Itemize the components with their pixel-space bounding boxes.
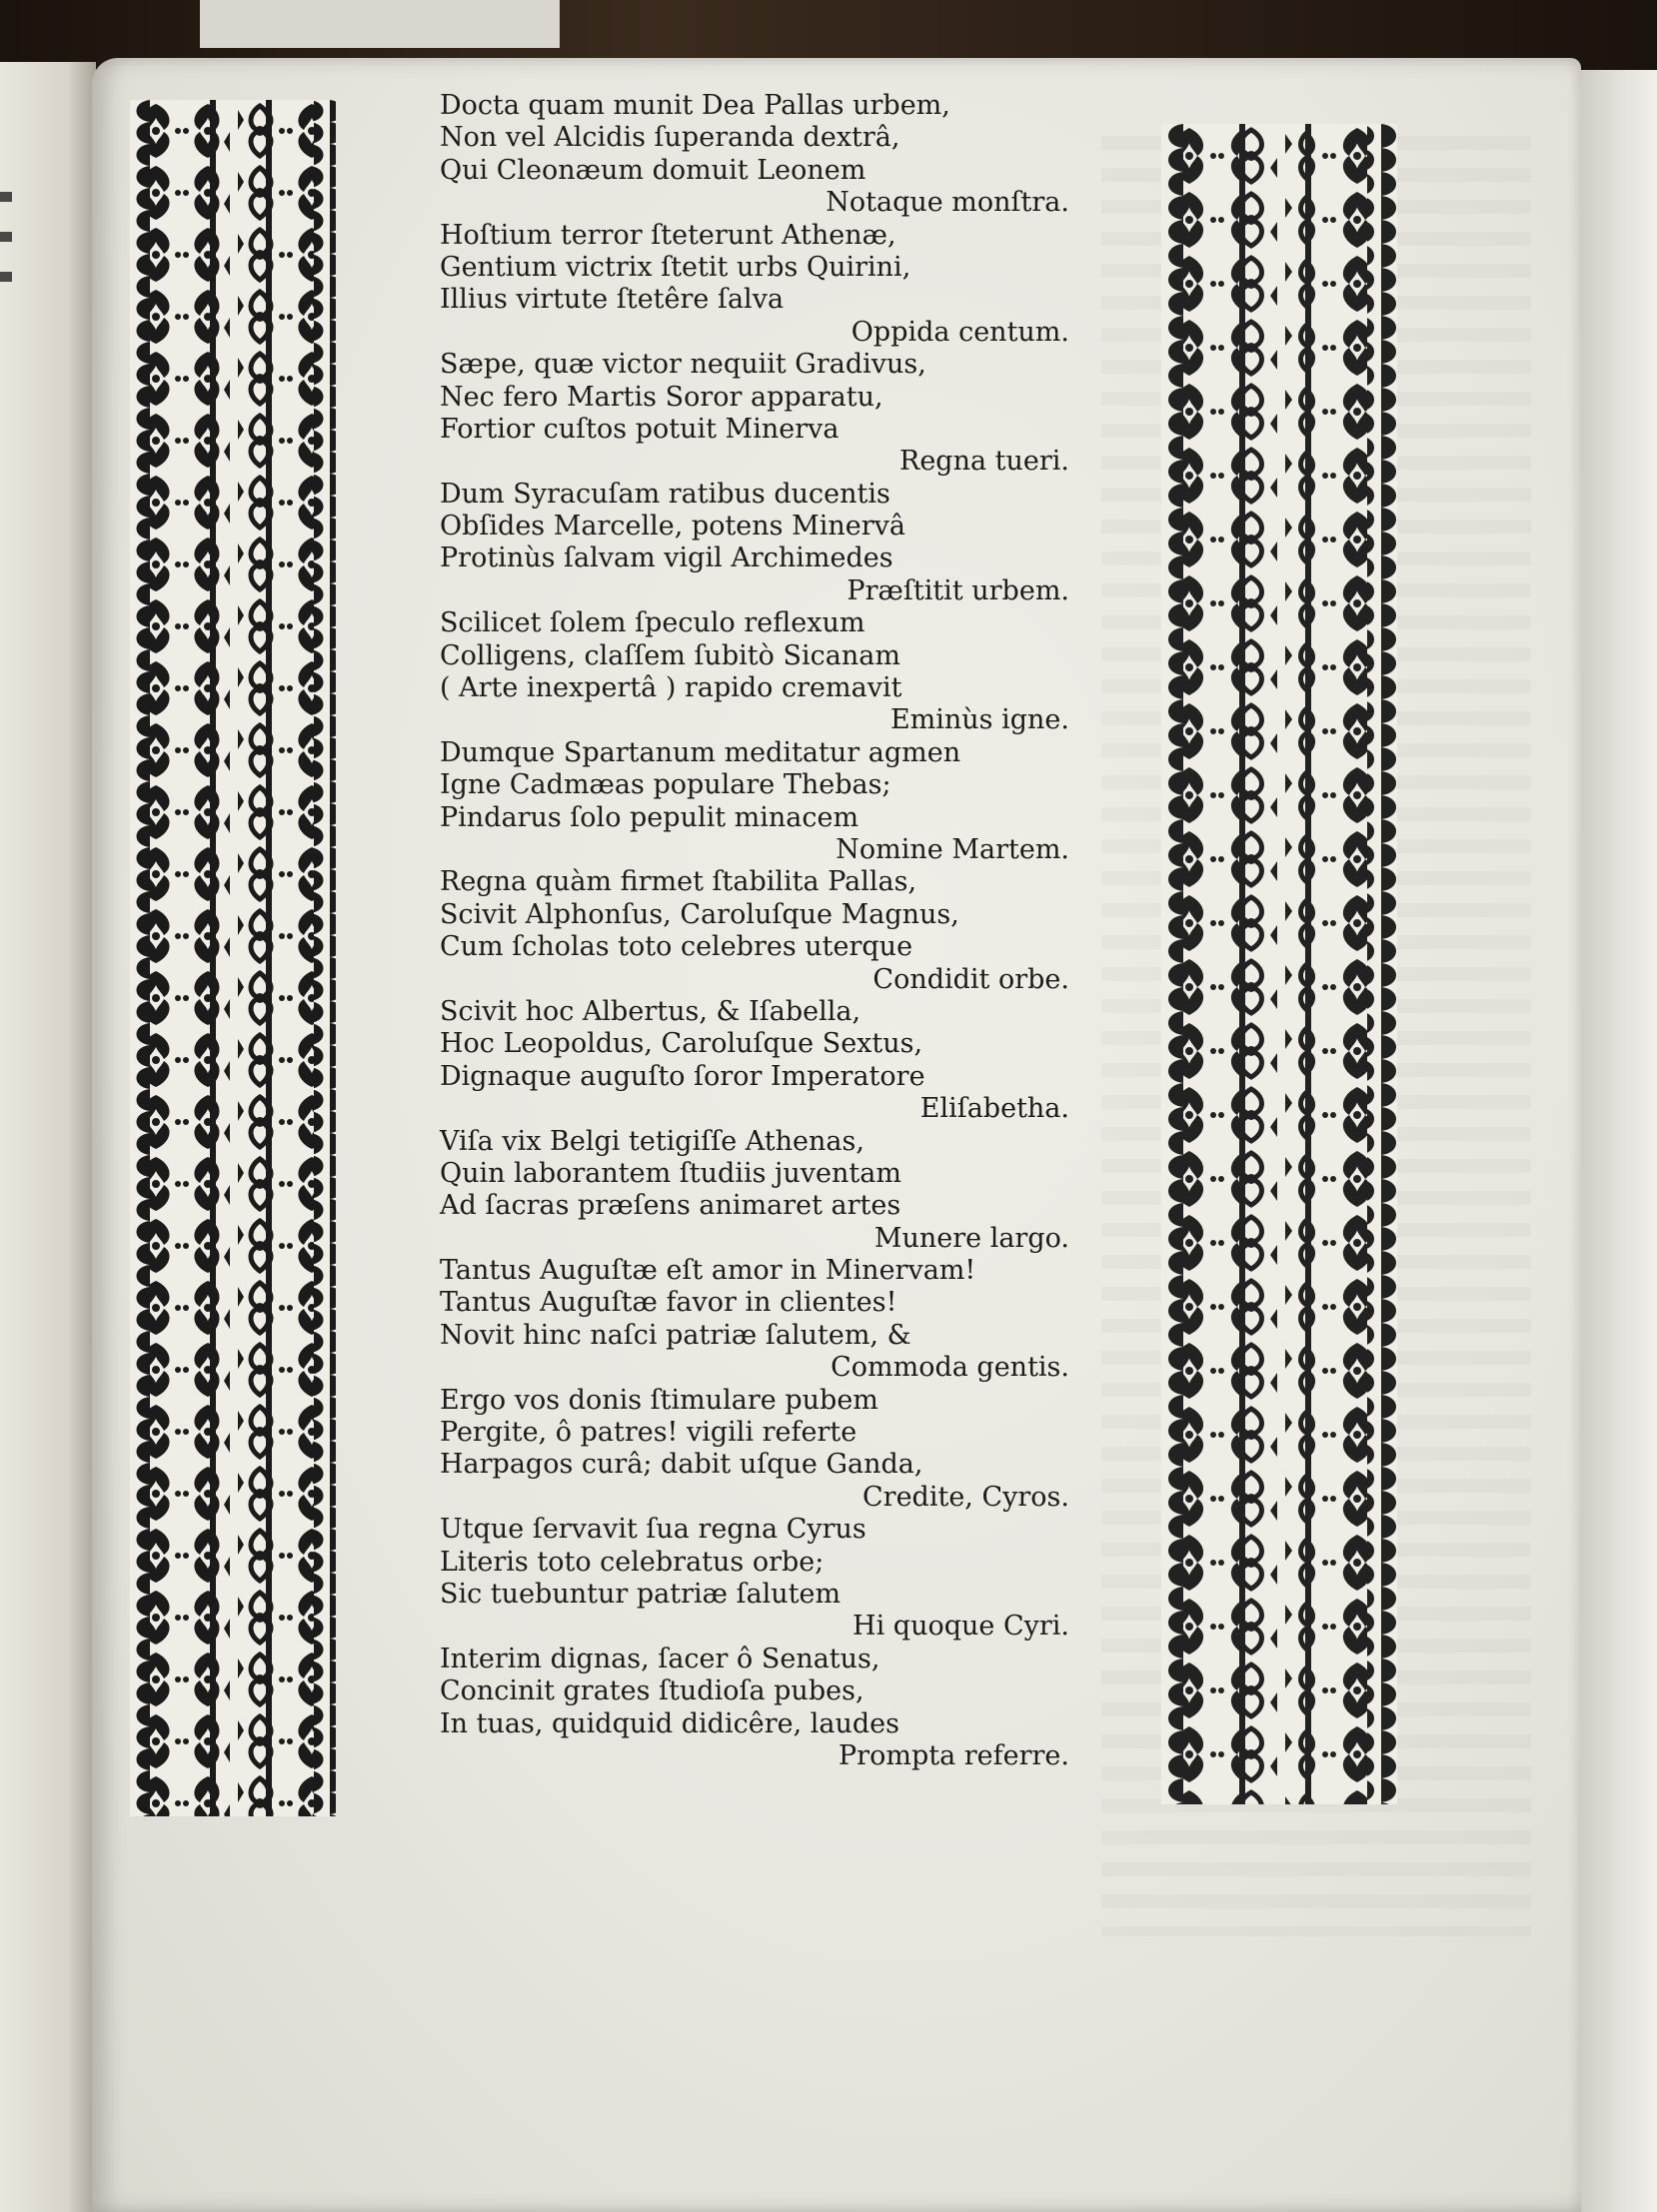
poem-line: Dignaque auguſto ſoror Imperatore: [440, 1060, 925, 1092]
poem-line: Colligens, claſſem ſubitò Sicanam: [440, 639, 900, 671]
poem-line: Viſa vix Belgi tetigiſſe Athenas,: [440, 1125, 864, 1157]
poem-text: [440, 90, 1079, 1772]
poem-line-refrain: Commoda gentis.: [830, 1352, 1069, 1384]
poem-line: Obſides Marcelle, potens Minervâ: [440, 511, 906, 543]
poem-line: Sic tuebuntur patriæ ſalutem: [440, 1578, 841, 1610]
poem-line: Cum ſcholas toto celebres uterque: [440, 931, 913, 963]
poem-line: ( Arte inexpertâ ) rapido cremavit: [440, 672, 902, 704]
poem-line: Ergo vos donis ſtimulare pubem: [440, 1384, 878, 1416]
poem-line: Dumque Spartanum meditatur agmen: [440, 736, 961, 768]
poem-line: Scivit Alphonſus, Caroluſque Magnus,: [440, 898, 959, 930]
poem-line: In tuas, quidquid didicêre, laudes: [440, 1707, 899, 1739]
poem-line: Harpagos curâ; dabit uſque Ganda,: [440, 1449, 923, 1481]
floral-border-left-graphic: [130, 100, 336, 1816]
poem-line-refrain: Condidit orbe.: [872, 963, 1069, 995]
ornamental-border-left: [130, 100, 336, 1816]
poem-line-refrain: Eliſabetha.: [919, 1093, 1069, 1125]
poem-line: Fortior cuſtos potuit Minerva: [440, 413, 839, 445]
poem-line: Interim dignas, ſacer ô Senatus,: [440, 1643, 880, 1674]
poem-line: Dum Syracuſam ratibus ducentis: [440, 478, 890, 510]
poem-line: Tantus Auguſtæ favor in clientes!: [440, 1287, 897, 1319]
poem-line: Igne Cadmæas populare Thebas;: [440, 769, 891, 801]
poem-line: Novit hinc naſci patriæ ſalutem, &: [440, 1319, 911, 1351]
poem-line-refrain: Credite, Cyros.: [862, 1481, 1069, 1513]
ornamental-border-right: [1161, 124, 1397, 1804]
poem-line-refrain: Eminùs igne.: [889, 704, 1069, 736]
poem-line: Utque ſervavit ſua regna Cyrus: [440, 1514, 866, 1546]
poem-line: Concinit grates ſtudioſa pubes,: [440, 1675, 864, 1707]
poem-line: Hoſtium terror ſteterunt Athenæ,: [440, 219, 896, 251]
poem-line: Scivit hoc Albertus, & Iſabella,: [440, 995, 861, 1027]
poem-line: Tantus Auguſtæ eſt amor in Minervam!: [440, 1255, 976, 1287]
floral-border-right-graphic: [1161, 124, 1397, 1804]
poem-line-refrain: Prompta referre.: [838, 1739, 1069, 1771]
poem-line: Ad ſacras præſens animaret artes: [440, 1190, 901, 1222]
poem-line: Sæpe, quæ victor nequiit Gradivus,: [440, 349, 926, 381]
poem-line-refrain: Notaque monſtra.: [826, 187, 1069, 219]
poem-line: Docta quam munit Dea Pallas urbem,: [440, 90, 950, 121]
poem-line: Quin laborantem ſtudiis juventam: [440, 1157, 901, 1189]
poem-line-refrain: Nomine Martem.: [835, 833, 1069, 865]
poem-line: Hoc Leopoldus, Caroluſque Sextus,: [440, 1028, 923, 1060]
facing-page-edge: [0, 62, 96, 2212]
poem-line-refrain: Oppida centum.: [850, 316, 1069, 348]
poem-line: Pindarus ſolo pepulit minacem: [440, 801, 859, 833]
poem-line: Illius virtute ſtetêre ſalva: [440, 284, 785, 316]
poem-line: Literis toto celebratus orbe;: [440, 1546, 825, 1578]
poem-line-refrain: Munere largo.: [873, 1222, 1069, 1254]
poem-line: Gentium victrix ſtetit urbs Quirini,: [440, 251, 911, 283]
poem-line: Scilicet ſolem ſpeculo reflexum: [440, 607, 865, 639]
poem-line: Pergite, ô patres! vigili referte: [440, 1417, 857, 1449]
poem-line: Regna quàm firmet ſtabilita Pallas,: [440, 866, 917, 898]
right-page-edge: [1569, 70, 1657, 2212]
background-paper-scrap: [200, 0, 560, 48]
poem-line: Protinùs ſalvam vigil Archimedes: [440, 543, 893, 574]
poem-line: Qui Cleonæum domuit Leonem: [440, 154, 866, 186]
poem-line-refrain: Præſtitit urbem.: [846, 574, 1069, 606]
poem-line: Nec fero Martis Soror apparatu,: [440, 381, 883, 413]
poem-line-refrain: Hi quoque Cyri.: [852, 1611, 1069, 1643]
facing-page-marks: [0, 192, 12, 312]
poem-line: Non vel Alcidis ſuperanda dextrâ,: [440, 122, 900, 154]
poem-line-refrain: Regna tueri.: [898, 446, 1069, 478]
